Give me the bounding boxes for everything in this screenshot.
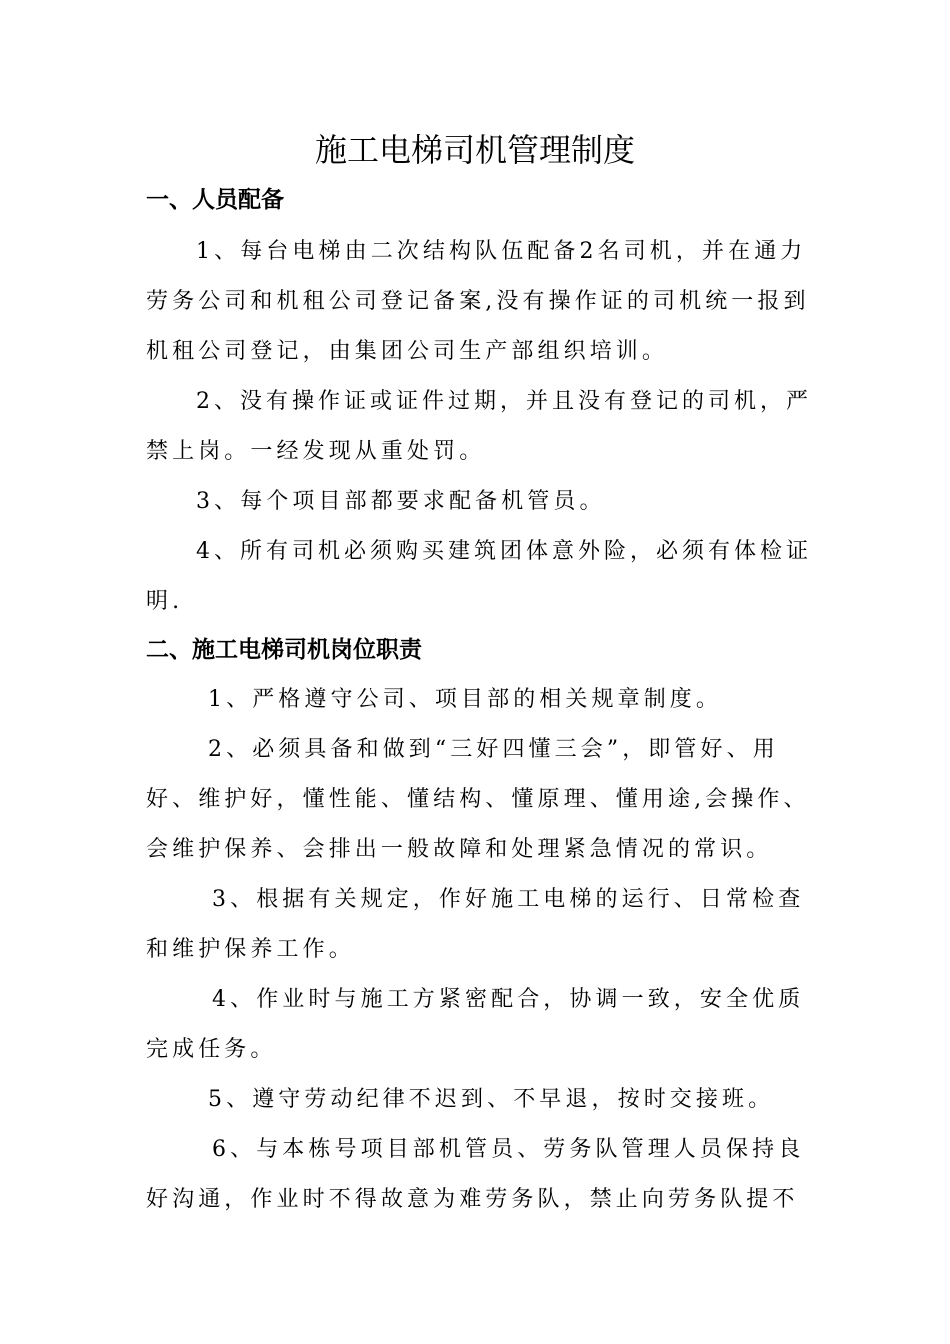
section-heading-personnel: 一、人员配备 <box>146 186 284 213</box>
paragraph-line: 6、与本栋号项目部机管员、劳务队管理人员保持良 <box>212 1137 805 1162</box>
section-heading-duties: 二、施工电梯司机岗位职责 <box>146 636 422 663</box>
paragraph-line: 2、没有操作证或证件过期，并且没有登记的司机，严 <box>196 389 812 414</box>
paragraph-line: 会维护保养、会排出一般故障和处理紧急情况的常识。 <box>146 837 773 862</box>
paragraph-line: 1、严格遵守公司、项目部的相关规章制度。 <box>208 687 722 712</box>
document-title: 施工电梯司机管理制度 <box>314 131 635 169</box>
paragraph-line: 好、维护好，懂性能、懂结构、懂原理、懂用途,会操作、 <box>146 787 810 812</box>
paragraph-line: 3、每个项目部都要求配备机管员。 <box>196 489 606 514</box>
paragraph-line: 3、根据有关规定，作好施工电梯的运行、日常检查 <box>212 887 805 912</box>
paragraph-line: 劳务公司和机租公司登记备案,没有操作证的司机统一报到 <box>146 289 810 314</box>
paragraph-line: 和维护保养工作。 <box>146 937 355 962</box>
paragraph-line: 4、作业时与施工方紧密配合，协调一致，安全优质 <box>212 987 805 1012</box>
paragraph-line: 5、遵守劳动纪律不迟到、不早退，按时交接班。 <box>208 1087 775 1112</box>
paragraph-line: 完成任务。 <box>146 1037 277 1062</box>
paragraph-line: 明. <box>146 589 184 614</box>
paragraph-line: 好沟通，作业时不得故意为难劳务队，禁止向劳务队提不 <box>146 1187 799 1212</box>
paragraph-line: 2、必须具备和做到“三好四懂三会”，即管好、用 <box>208 737 779 762</box>
paragraph-line: 机租公司登记，由集团公司生产部组织培训。 <box>146 339 669 364</box>
paragraph-line: 禁上岗。一经发现从重处罚。 <box>146 439 486 464</box>
paragraph-line: 4、所有司机必须购买建筑团体意外险，必须有体检证 <box>196 539 812 564</box>
paragraph-line: 1、每台电梯由二次结构队伍配备2名司机，并在通力 <box>196 239 807 264</box>
